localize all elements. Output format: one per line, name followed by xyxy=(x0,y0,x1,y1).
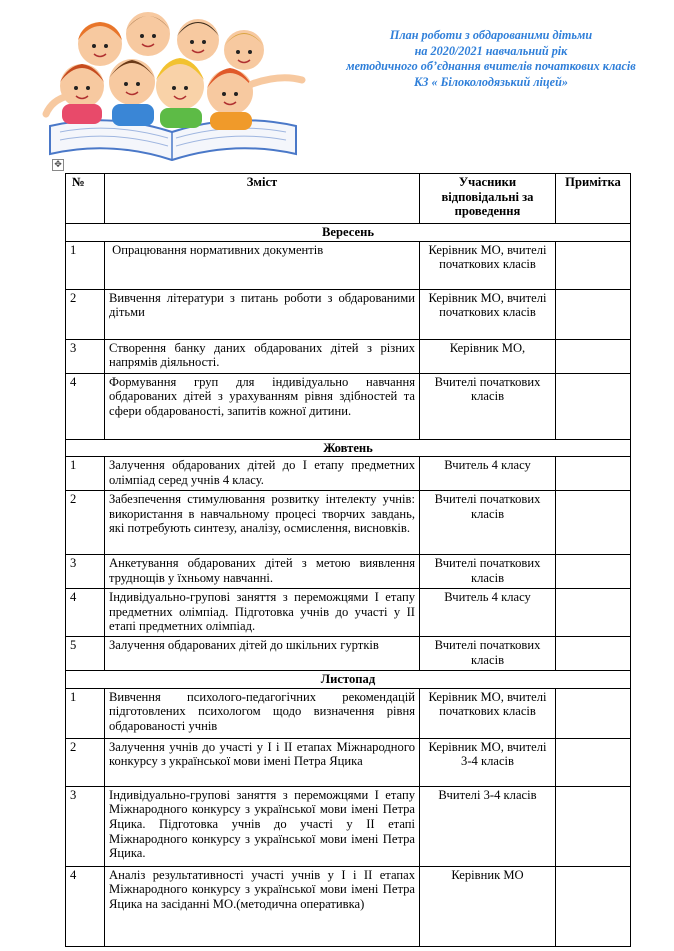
table-row xyxy=(66,289,631,339)
table-row xyxy=(66,738,631,786)
table-row xyxy=(66,555,631,589)
month-label: Вересень xyxy=(66,224,631,242)
table-row xyxy=(66,589,631,637)
row-participants: Вчителі початкових класів xyxy=(420,373,556,439)
table-row xyxy=(66,786,631,866)
table-row xyxy=(66,491,631,555)
row-note xyxy=(556,738,631,786)
table-row xyxy=(66,241,631,289)
row-number: 2 xyxy=(66,738,105,786)
row-participants: Керівник МО, xyxy=(420,339,556,373)
row-content: Аналіз результативності участі учнів у І і ІІ етапах Міжнародного конкурсу з української мови імені Петра Яцика на засіданні МО.(методична оперативка) xyxy=(105,866,420,946)
row-number: 3 xyxy=(66,555,105,589)
row-note xyxy=(556,457,631,491)
title-line: План роботи з обдарованими дітьми xyxy=(389,28,593,42)
row-note xyxy=(556,589,631,637)
row-number: 1 xyxy=(66,457,105,491)
row-content: Опрацювання нормативних документів xyxy=(105,241,420,289)
header-number: № xyxy=(66,174,105,224)
row-number: 2 xyxy=(66,289,105,339)
row-participants: Вчителі початкових класів xyxy=(420,637,556,671)
row-participants: Вчителі початкових класів xyxy=(420,555,556,589)
plan-table xyxy=(65,173,631,947)
row-note xyxy=(556,373,631,439)
row-participants: Керівник МО, вчителі 3-4 класів xyxy=(420,738,556,786)
row-content: Залучення учнів до участі у І і ІІ етапах Міжнародного конкурсу з української мови імені Петра Яцика xyxy=(105,738,420,786)
row-note xyxy=(556,866,631,946)
table-row xyxy=(66,457,631,491)
row-note xyxy=(556,637,631,671)
row-number: 4 xyxy=(66,373,105,439)
title-line: КЗ « Білоколодязький ліцей» xyxy=(414,74,568,89)
table-row xyxy=(66,688,631,738)
row-number: 2 xyxy=(66,491,105,555)
row-participants: Керівник МО, вчителі початкових класів xyxy=(420,241,556,289)
row-note xyxy=(556,339,631,373)
row-participants: Керівник МО, вчителі початкових класів xyxy=(420,289,556,339)
row-content: Залучення обдарованих дітей до шкільних гуртків xyxy=(105,637,420,671)
title-line: на 2020/2021 навчальний рік xyxy=(414,43,568,58)
month-row xyxy=(66,671,631,689)
row-note xyxy=(556,241,631,289)
month-row xyxy=(66,224,631,242)
row-number: 4 xyxy=(66,589,105,637)
table-row xyxy=(66,866,631,946)
month-label: Жовтень xyxy=(66,439,631,457)
row-number: 3 xyxy=(66,339,105,373)
row-number: 3 xyxy=(66,786,105,866)
row-content: Створення банку даних обдарованих дітей з різних напрямів діяльності. xyxy=(105,339,420,373)
row-note xyxy=(556,555,631,589)
row-participants: Керівник МО xyxy=(420,866,556,946)
title-line: методичного об’єднання вчителів початкових класів xyxy=(346,59,636,73)
row-content: Анкетування обдарованих дітей з метою виявлення труднощів у їхньому навчанні. xyxy=(105,555,420,589)
table-row xyxy=(66,637,631,671)
row-note xyxy=(556,786,631,866)
row-participants: Вчителі початкових класів xyxy=(420,491,556,555)
row-number: 4 xyxy=(66,866,105,946)
children-reading-book-illustration xyxy=(40,4,310,164)
table-header-row xyxy=(66,174,631,224)
row-note xyxy=(556,688,631,738)
header-participants: Учасники відповідальні за проведення xyxy=(420,174,556,224)
document-title xyxy=(316,28,666,90)
table-row xyxy=(66,373,631,439)
month-row xyxy=(66,439,631,457)
row-note xyxy=(556,491,631,555)
row-participants: Вчитель 4 класу xyxy=(420,457,556,491)
row-content: Залучення обдарованих дітей до I етапу предметних олімпіад серед учнів 4 класу. xyxy=(105,457,420,491)
row-content: Індивідуально-групові заняття з переможцями І етапу Міжнародного конкурсу з української мови імені Петра Яцика. Підготовка учнів до участі у ІІ етапі Міжнародного конкурсу з української мови імені Петра Яцика. xyxy=(105,786,420,866)
row-number: 1 xyxy=(66,688,105,738)
header-note: Примітка xyxy=(556,174,631,224)
header-content: Зміст xyxy=(105,174,420,224)
row-content: Забезпечення стимулювання розвитку інтелекту учнів: використання в навчальному процесі творчих завдань, які потребують синтезу, аналізу, осмислення, висновків. xyxy=(105,491,420,555)
row-note xyxy=(556,289,631,339)
row-participants: Вчителі 3-4 класів xyxy=(420,786,556,866)
row-number: 5 xyxy=(66,637,105,671)
table-row xyxy=(66,339,631,373)
row-participants: Керівник МО, вчителі початкових класів xyxy=(420,688,556,738)
row-participants: Вчитель 4 класу xyxy=(420,589,556,637)
row-content: Вивчення літератури з питань роботи з обдарованими дітьми xyxy=(105,289,420,339)
row-number: 1 xyxy=(66,241,105,289)
row-content: Формування груп для індивідуально навчання обдарованих дітей з урахуванням рівня здібностей та сфери обдарованості, запитів кожної дитини. xyxy=(105,373,420,439)
row-content: Індивідуально-групові заняття з переможцями І етапу предметних олімпіад. Підготовка учнів до участі у ІІ етапі предметних олімпіад. xyxy=(105,589,420,637)
month-label: Листопад xyxy=(66,671,631,689)
row-content: Вивчення психолого-педагогічних рекомендацій підготовлених психологом щодо визначення рівня обдарованості учнів xyxy=(105,688,420,738)
move-handle-icon[interactable]: ✥ xyxy=(52,159,64,171)
